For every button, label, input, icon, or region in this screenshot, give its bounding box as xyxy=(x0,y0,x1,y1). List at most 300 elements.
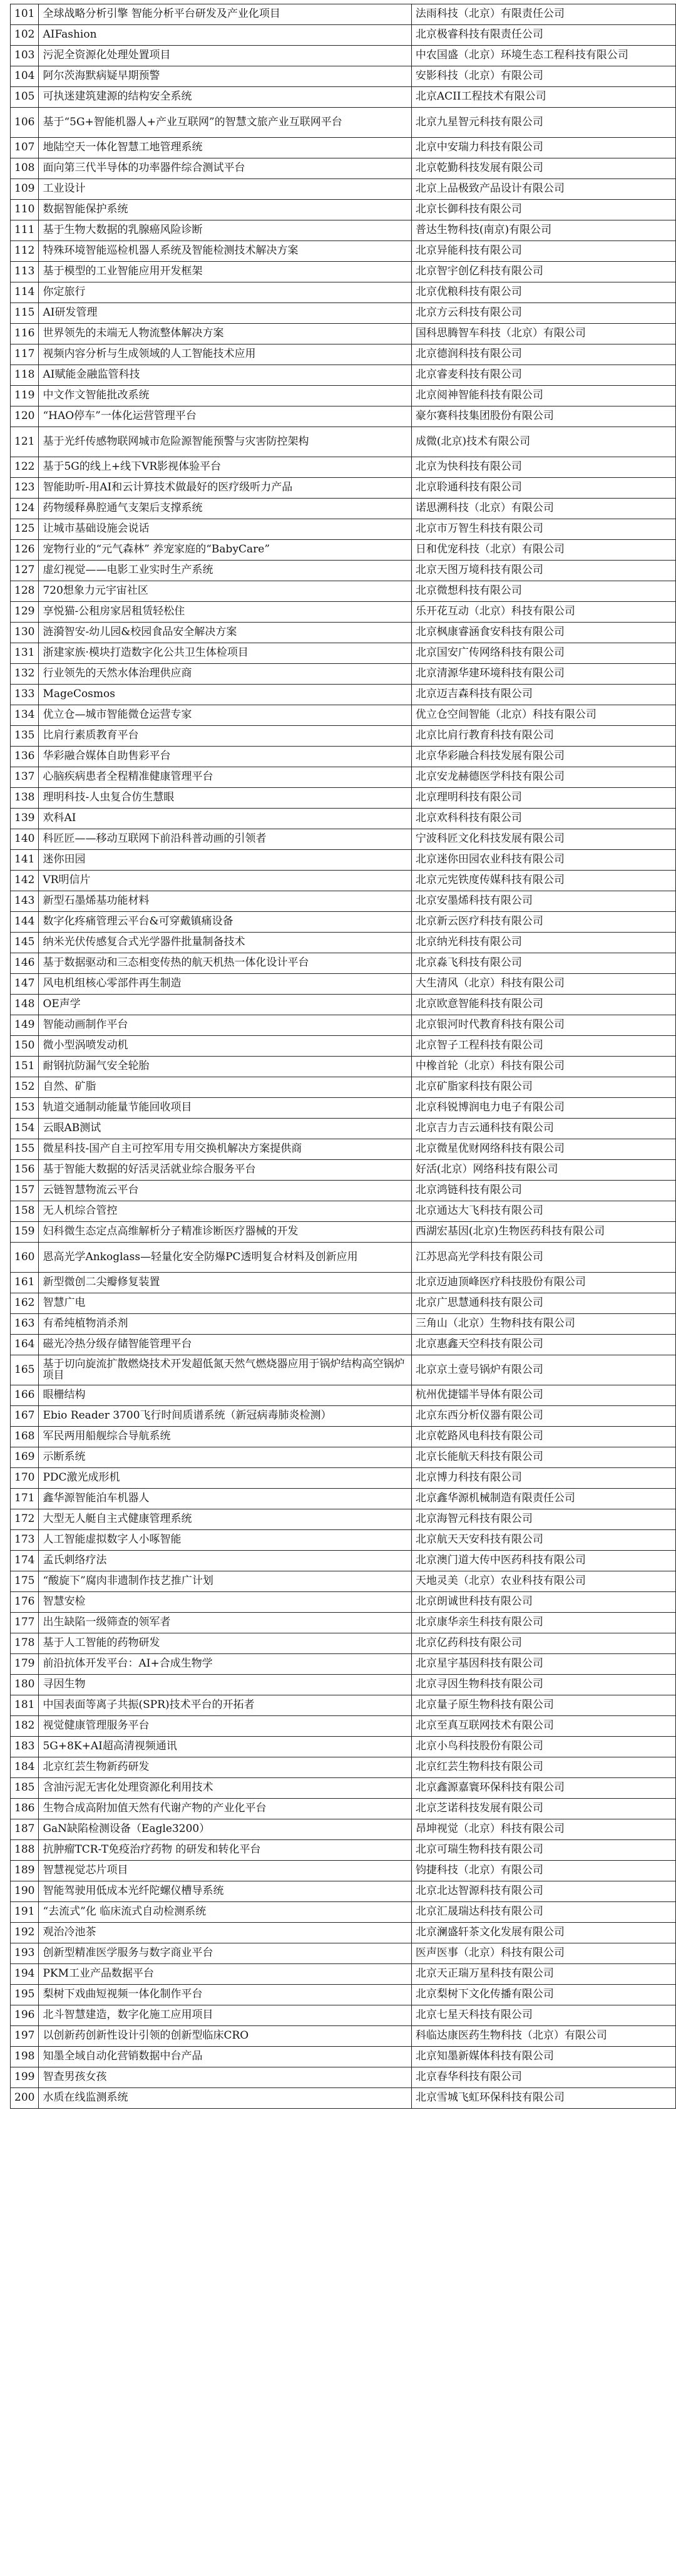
company-name: 北京智子工程科技有限公司 xyxy=(411,1036,675,1057)
table-row xyxy=(11,2047,676,2067)
row-number: 112 xyxy=(11,241,39,262)
company-name: 西湖宏基因(北京)生物医药科技有限公司 xyxy=(411,1222,675,1243)
table-row xyxy=(11,282,676,303)
row-number: 101 xyxy=(11,4,39,25)
company-name: 北京中安瑞力科技有限公司 xyxy=(411,138,675,158)
company-name: 北京为快科技有限公司 xyxy=(411,457,675,478)
project-name: 基于模型的工业智能应用开发框架 xyxy=(39,262,411,282)
row-number: 200 xyxy=(11,2088,39,2109)
table-row xyxy=(11,912,676,933)
project-name: 出生缺陷一级筛查的领军者 xyxy=(39,1613,411,1633)
project-name: 欢科AI xyxy=(39,809,411,829)
table-row xyxy=(11,1385,676,1406)
company-name: 北京安龙赫德医学科技有限公司 xyxy=(411,767,675,788)
table-row xyxy=(11,179,676,200)
table-row xyxy=(11,1181,676,1201)
project-name: 迷你田园 xyxy=(39,850,411,871)
project-name: 北斗智慧建造，数字化施工应用项目 xyxy=(39,2005,411,2026)
company-name: 北京亿药科技有限公司 xyxy=(411,1633,675,1654)
row-number: 136 xyxy=(11,747,39,767)
project-name: 军民两用船舰综合导航系统 xyxy=(39,1427,411,1447)
row-number: 196 xyxy=(11,2005,39,2026)
project-name: 污泥全资源化处理处置项目 xyxy=(39,46,411,66)
company-name: 江苏思高光学科技有限公司 xyxy=(411,1243,675,1273)
project-name: 抗肿瘤TCR-T免疫治疗药物 的研发和转化平台 xyxy=(39,1840,411,1861)
table-row xyxy=(11,1654,676,1675)
project-list-table xyxy=(10,4,676,2109)
project-name: 前沿抗体开发平台：AI+合成生物学 xyxy=(39,1654,411,1675)
row-number: 153 xyxy=(11,1098,39,1119)
project-name: “去流式”化 临床流式自动检测系统 xyxy=(39,1902,411,1923)
table-row xyxy=(11,788,676,809)
project-name: 眼栅结构 xyxy=(39,1385,411,1406)
company-name: 北京鑫源嘉寰环保科技有限公司 xyxy=(411,1778,675,1799)
project-name: 工业设计 xyxy=(39,179,411,200)
table-row xyxy=(11,602,676,623)
company-name: 北京量子原生物科技有限公司 xyxy=(411,1695,675,1716)
row-number: 199 xyxy=(11,2067,39,2088)
company-name: 北京极睿科技有限责任公司 xyxy=(411,25,675,46)
project-name: 药物缓释鼻腔通气支架后支撑系统 xyxy=(39,499,411,519)
company-name: 北京上品极致产品设计有限公司 xyxy=(411,179,675,200)
table-row xyxy=(11,1861,676,1881)
project-name: 纳米光伏传感复合式光学器件批量制备技术 xyxy=(39,933,411,953)
row-number: 182 xyxy=(11,1716,39,1737)
company-name: 北京乾路风电科技有限公司 xyxy=(411,1427,675,1447)
company-name: 大生清风（北京）科技有限公司 xyxy=(411,974,675,995)
project-name: 示断系统 xyxy=(39,1447,411,1468)
row-number: 193 xyxy=(11,1943,39,1964)
table-row xyxy=(11,1551,676,1571)
company-name: 成微(北京)技术有限公司 xyxy=(411,427,675,457)
row-number: 191 xyxy=(11,1902,39,1923)
project-name: 智慧广电 xyxy=(39,1293,411,1314)
row-number: 147 xyxy=(11,974,39,995)
row-number: 190 xyxy=(11,1881,39,1902)
project-name: 微星科技-国产自主可控军用专用交换机解决方案提供商 xyxy=(39,1139,411,1160)
project-name: 特殊环境智能巡检机器人系统及智能检测技术解决方案 xyxy=(39,241,411,262)
row-number: 154 xyxy=(11,1119,39,1139)
table-row xyxy=(11,1447,676,1468)
project-name: 心脑疾病患者全程精准健康管理平台 xyxy=(39,767,411,788)
table-row xyxy=(11,581,676,602)
row-number: 176 xyxy=(11,1592,39,1613)
company-name: 北京阅神智能科技有限公司 xyxy=(411,386,675,406)
project-name: 涟漪智安-幼儿园&校园食品安全解决方案 xyxy=(39,623,411,643)
row-number: 123 xyxy=(11,478,39,499)
project-name: Ebio Reader 3700飞行时间质谱系统（新冠病毒肺炎检测） xyxy=(39,1406,411,1427)
table-row xyxy=(11,1716,676,1737)
company-name: 北京迷你田园农业科技有限公司 xyxy=(411,850,675,871)
row-number: 135 xyxy=(11,726,39,747)
row-number: 186 xyxy=(11,1799,39,1819)
company-name: 昂坤视觉（北京）科技有限公司 xyxy=(411,1819,675,1840)
table-row xyxy=(11,953,676,974)
row-number: 165 xyxy=(11,1355,39,1385)
table-row xyxy=(11,747,676,767)
row-number: 108 xyxy=(11,158,39,179)
row-number: 189 xyxy=(11,1861,39,1881)
company-name: 北京迈迪顶峰医疗科技股份有限公司 xyxy=(411,1273,675,1293)
table-row xyxy=(11,623,676,643)
row-number: 121 xyxy=(11,427,39,457)
company-name: 北京寻因生物科技有限公司 xyxy=(411,1675,675,1695)
project-name: 智能驾驶用低成本光纤陀螺仪槽导系统 xyxy=(39,1881,411,1902)
row-number: 162 xyxy=(11,1293,39,1314)
table-row xyxy=(11,1902,676,1923)
company-name: 北京吉力吉云通科技有限公司 xyxy=(411,1119,675,1139)
row-number: 188 xyxy=(11,1840,39,1861)
company-name: 北京汇晟瑞达科技有限公司 xyxy=(411,1902,675,1923)
project-name: 5G+8K+AI超高清视频通讯 xyxy=(39,1737,411,1757)
company-name: 北京星宇基因科技有限公司 xyxy=(411,1654,675,1675)
table-row xyxy=(11,303,676,324)
row-number: 113 xyxy=(11,262,39,282)
row-number: 170 xyxy=(11,1468,39,1489)
table-row xyxy=(11,1273,676,1293)
company-name: 北京海智元科技有限公司 xyxy=(411,1509,675,1530)
project-name: 智慧安检 xyxy=(39,1592,411,1613)
table-row xyxy=(11,974,676,995)
table-row xyxy=(11,995,676,1015)
company-name: 北京微想科技有限公司 xyxy=(411,581,675,602)
row-number: 197 xyxy=(11,2026,39,2047)
project-name: 视频内容分析与生成领域的人工智能技术应用 xyxy=(39,344,411,365)
row-number: 177 xyxy=(11,1613,39,1633)
row-number: 106 xyxy=(11,108,39,138)
project-name: 行业领先的天然水体治理供应商 xyxy=(39,664,411,685)
table-row xyxy=(11,891,676,912)
row-number: 187 xyxy=(11,1819,39,1840)
table-row xyxy=(11,1592,676,1613)
company-name: 北京广思慧通科技有限公司 xyxy=(411,1293,675,1314)
project-name: VR明信片 xyxy=(39,871,411,891)
project-name: 智查男孩女孩 xyxy=(39,2067,411,2088)
company-name: 北京至真互联网技术有限公司 xyxy=(411,1716,675,1737)
project-name: AI赋能金融监管科技 xyxy=(39,365,411,386)
project-name: 水质在线监测系统 xyxy=(39,2088,411,2109)
table-row xyxy=(11,1036,676,1057)
company-name: 北京科锐博润电力电子有限公司 xyxy=(411,1098,675,1119)
row-number: 102 xyxy=(11,25,39,46)
project-name: 比肩行素质教育平台 xyxy=(39,726,411,747)
project-name: 基于生物大数据的乳腺癌风险诊断 xyxy=(39,220,411,241)
project-name: 可执迷建筑建源的结构安全系统 xyxy=(39,87,411,108)
table-row xyxy=(11,1406,676,1427)
company-name: 北京纳光科技有限公司 xyxy=(411,933,675,953)
row-number: 179 xyxy=(11,1654,39,1675)
row-number: 184 xyxy=(11,1757,39,1778)
company-name: 北京朗诚世科技有限公司 xyxy=(411,1592,675,1613)
row-number: 164 xyxy=(11,1335,39,1355)
company-name: 北京可瑞生物科技有限公司 xyxy=(411,1840,675,1861)
company-name: 北京东西分析仪器有限公司 xyxy=(411,1406,675,1427)
company-name: 北京比肩行教育科技有限公司 xyxy=(411,726,675,747)
company-name: 北京芝诺科技发展有限公司 xyxy=(411,1799,675,1819)
company-name: 北京枫康睿涵食安科技有限公司 xyxy=(411,623,675,643)
company-name: 北京矿脂家科技有限公司 xyxy=(411,1077,675,1098)
table-row xyxy=(11,241,676,262)
row-number: 116 xyxy=(11,324,39,344)
table-row xyxy=(11,685,676,705)
project-name: 浙建家族·模块打造数字化公共卫生体检项目 xyxy=(39,643,411,664)
company-name: 宁波科匠文化科技发展有限公司 xyxy=(411,829,675,850)
row-number: 159 xyxy=(11,1222,39,1243)
project-name: 你定旅行 xyxy=(39,282,411,303)
project-name: 基于5G的线上+线下VR影视体验平台 xyxy=(39,457,411,478)
row-number: 173 xyxy=(11,1530,39,1551)
company-name: 北京清源华建环境科技有限公司 xyxy=(411,664,675,685)
project-name: 理明科技-人虫复合仿生慧眼 xyxy=(39,788,411,809)
table-row xyxy=(11,1633,676,1654)
company-name: 北京长能航天科技有限公司 xyxy=(411,1447,675,1468)
project-name: 人工智能虚拟数字人小啄智能 xyxy=(39,1530,411,1551)
project-name: PDC激光成形机 xyxy=(39,1468,411,1489)
company-name: 中农国盛（北京）环境生态工程科技有限公司 xyxy=(411,46,675,66)
table-row xyxy=(11,1314,676,1335)
table-row xyxy=(11,499,676,519)
table-row xyxy=(11,2005,676,2026)
row-number: 175 xyxy=(11,1571,39,1592)
company-name: 杭州优捷镭半导体有限公司 xyxy=(411,1385,675,1406)
table-row xyxy=(11,540,676,561)
project-name: 基于智能大数据的好活灵活就业综合服务平台 xyxy=(39,1160,411,1181)
project-name: 地陆空天一体化智慧工地管理系统 xyxy=(39,138,411,158)
table-row xyxy=(11,1201,676,1222)
row-number: 167 xyxy=(11,1406,39,1427)
project-name: 智能动画制作平台 xyxy=(39,1015,411,1036)
row-number: 166 xyxy=(11,1385,39,1406)
project-name: 数据智能保护系统 xyxy=(39,200,411,220)
table-row xyxy=(11,850,676,871)
project-name: 耐钢抗防漏气安全轮胎 xyxy=(39,1057,411,1077)
table-row xyxy=(11,365,676,386)
row-number: 148 xyxy=(11,995,39,1015)
company-name: 北京天正瑞万星科技有限公司 xyxy=(411,1964,675,1985)
table-row xyxy=(11,1943,676,1964)
table-row xyxy=(11,1222,676,1243)
company-name: 北京北达智源科技有限公司 xyxy=(411,1881,675,1902)
project-name: 云眼AB测试 xyxy=(39,1119,411,1139)
table-row xyxy=(11,561,676,581)
row-number: 168 xyxy=(11,1427,39,1447)
table-row xyxy=(11,726,676,747)
row-number: 172 xyxy=(11,1509,39,1530)
company-name: 北京知墨新媒体科技有限公司 xyxy=(411,2047,675,2067)
company-name: 北京市万智生科技有限公司 xyxy=(411,519,675,540)
row-number: 124 xyxy=(11,499,39,519)
row-number: 194 xyxy=(11,1964,39,1985)
table-row xyxy=(11,66,676,87)
project-name: 大型无人艇自主式健康管理系统 xyxy=(39,1509,411,1530)
row-number: 155 xyxy=(11,1139,39,1160)
project-name: 云链智慧物流云平台 xyxy=(39,1181,411,1201)
project-name: 智能助听-用AI和云计算技术做最好的医疗级听力产品 xyxy=(39,478,411,499)
project-name: 面向第三代半导体的功率器件综合测试平台 xyxy=(39,158,411,179)
row-number: 110 xyxy=(11,200,39,220)
company-name: 北京异能科技有限公司 xyxy=(411,241,675,262)
company-name: 法雨科技（北京）有限责任公司 xyxy=(411,4,675,25)
row-number: 161 xyxy=(11,1273,39,1293)
row-number: 119 xyxy=(11,386,39,406)
row-number: 131 xyxy=(11,643,39,664)
project-name: 视觉健康管理服务平台 xyxy=(39,1716,411,1737)
project-list-body xyxy=(11,4,676,2109)
table-row xyxy=(11,767,676,788)
project-name: 华彩融合媒体自助售彩平台 xyxy=(39,747,411,767)
row-number: 152 xyxy=(11,1077,39,1098)
project-name: 优立仓—城市智能微仓运营专家 xyxy=(39,705,411,726)
project-name: 中文作文智能批改系统 xyxy=(39,386,411,406)
table-row xyxy=(11,262,676,282)
row-number: 126 xyxy=(11,540,39,561)
table-row xyxy=(11,829,676,850)
project-name: OE声学 xyxy=(39,995,411,1015)
project-name: 以创新药创新性设计引领的创新型临床CRO xyxy=(39,2026,411,2047)
table-row xyxy=(11,1119,676,1139)
table-row xyxy=(11,1675,676,1695)
row-number: 151 xyxy=(11,1057,39,1077)
row-number: 127 xyxy=(11,561,39,581)
project-name: 智慧视觉芯片项目 xyxy=(39,1861,411,1881)
row-number: 130 xyxy=(11,623,39,643)
row-number: 145 xyxy=(11,933,39,953)
company-name: 北京德润科技有限公司 xyxy=(411,344,675,365)
row-number: 192 xyxy=(11,1923,39,1943)
row-number: 157 xyxy=(11,1181,39,1201)
project-name: 新型微创二尖瓣修复装置 xyxy=(39,1273,411,1293)
company-name: 北京优粮科技有限公司 xyxy=(411,282,675,303)
project-name: 720想象力元宇宙社区 xyxy=(39,581,411,602)
company-name: 北京鑫华源机械制造有限责任公司 xyxy=(411,1489,675,1509)
table-row xyxy=(11,1077,676,1098)
project-name: 创新型精准医学服务与数字商业平台 xyxy=(39,1943,411,1964)
company-name: 北京银河时代教育科技有限公司 xyxy=(411,1015,675,1036)
row-number: 181 xyxy=(11,1695,39,1716)
company-name: 北京淼飞科技有限公司 xyxy=(411,953,675,974)
row-number: 138 xyxy=(11,788,39,809)
row-number: 103 xyxy=(11,46,39,66)
project-name: 宠物行业的“元气森林” 养宠家庭的“BabyCare” xyxy=(39,540,411,561)
row-number: 115 xyxy=(11,303,39,324)
company-name: 北京鸿链科技有限公司 xyxy=(411,1181,675,1201)
project-name: 基于切向旋流扩散燃烧技术开发超低氮天然气燃烧器应用于锅炉结构高空锅炉项目 xyxy=(39,1355,411,1385)
row-number: 133 xyxy=(11,685,39,705)
row-number: 150 xyxy=(11,1036,39,1057)
row-number: 128 xyxy=(11,581,39,602)
table-row xyxy=(11,871,676,891)
table-row xyxy=(11,138,676,158)
table-row xyxy=(11,1799,676,1819)
project-name: 无人机综合管控 xyxy=(39,1201,411,1222)
company-name: 北京梨树下文化传播有限公司 xyxy=(411,1985,675,2005)
company-name: 钧捷科技（北京）有限公司 xyxy=(411,1861,675,1881)
project-name: GaN缺陷检测设备（Eagle3200） xyxy=(39,1819,411,1840)
company-name: 日和优宠科技（北京）有限公司 xyxy=(411,540,675,561)
table-row xyxy=(11,2067,676,2088)
company-name: 普达生物科技(南京)有限公司 xyxy=(411,220,675,241)
project-name: 生物合成高附加值天然有代谢产物的产业化平台 xyxy=(39,1799,411,1819)
project-name: 磁光冷热分级存储智能管理平台 xyxy=(39,1335,411,1355)
project-name: 让城市基础设施会说话 xyxy=(39,519,411,540)
row-number: 169 xyxy=(11,1447,39,1468)
company-name: 北京惠鑫天空科技有限公司 xyxy=(411,1335,675,1355)
row-number: 185 xyxy=(11,1778,39,1799)
company-name: 北京方云科技有限公司 xyxy=(411,303,675,324)
company-name: 北京乾勤科技发展有限公司 xyxy=(411,158,675,179)
project-name: 寻因生物 xyxy=(39,1675,411,1695)
table-row xyxy=(11,705,676,726)
table-row xyxy=(11,108,676,138)
table-row xyxy=(11,519,676,540)
company-name: 中橡首轮（北京）科技有限公司 xyxy=(411,1057,675,1077)
project-name: “酸旋下”腐肉非遗制作技艺推广计划 xyxy=(39,1571,411,1592)
row-number: 125 xyxy=(11,519,39,540)
row-number: 143 xyxy=(11,891,39,912)
row-number: 107 xyxy=(11,138,39,158)
company-name: 北京红芸生物科技有限公司 xyxy=(411,1757,675,1778)
row-number: 156 xyxy=(11,1160,39,1181)
row-number: 122 xyxy=(11,457,39,478)
table-row xyxy=(11,324,676,344)
company-name: 北京新云医疗科技有限公司 xyxy=(411,912,675,933)
table-row xyxy=(11,1778,676,1799)
company-name: 北京欧意智能科技有限公司 xyxy=(411,995,675,1015)
row-number: 146 xyxy=(11,953,39,974)
table-row xyxy=(11,1098,676,1119)
project-name: 自然、矿脂 xyxy=(39,1077,411,1098)
company-name: 北京长御科技有限公司 xyxy=(411,200,675,220)
company-name: 北京康华亲生科技有限公司 xyxy=(411,1613,675,1633)
project-name: 中国表面等离子共振(SPR)技术平台的开拓者 xyxy=(39,1695,411,1716)
row-number: 105 xyxy=(11,87,39,108)
table-row xyxy=(11,1737,676,1757)
row-number: 144 xyxy=(11,912,39,933)
row-number: 198 xyxy=(11,2047,39,2067)
table-row xyxy=(11,664,676,685)
company-name: 医声医事（北京）科技有限公司 xyxy=(411,1943,675,1964)
table-row xyxy=(11,1985,676,2005)
row-number: 137 xyxy=(11,767,39,788)
company-name: 北京智宇创亿科技有限公司 xyxy=(411,262,675,282)
table-row xyxy=(11,1468,676,1489)
company-name: 北京天图万境科技有限公司 xyxy=(411,561,675,581)
table-row xyxy=(11,457,676,478)
table-row xyxy=(11,4,676,25)
row-number: 183 xyxy=(11,1737,39,1757)
project-name: 世界领先的未端无人物流整体解决方案 xyxy=(39,324,411,344)
table-row xyxy=(11,1819,676,1840)
row-number: 134 xyxy=(11,705,39,726)
company-name: 北京春华科技有限公司 xyxy=(411,2067,675,2088)
table-row xyxy=(11,478,676,499)
company-name: 北京小鸟科技股份有限公司 xyxy=(411,1737,675,1757)
company-name: 北京安墨烯科技有限公司 xyxy=(411,891,675,912)
row-number: 163 xyxy=(11,1314,39,1335)
row-number: 114 xyxy=(11,282,39,303)
project-name: 孟氏刺络疗法 xyxy=(39,1551,411,1571)
company-name: 北京京土壹号锅炉有限公司 xyxy=(411,1355,675,1385)
table-row xyxy=(11,933,676,953)
row-number: 104 xyxy=(11,66,39,87)
row-number: 118 xyxy=(11,365,39,386)
row-number: 158 xyxy=(11,1201,39,1222)
table-row xyxy=(11,809,676,829)
project-name: 数字化疼痛管理云平台&可穿戴镇痛设备 xyxy=(39,912,411,933)
table-row xyxy=(11,1840,676,1861)
table-row xyxy=(11,1923,676,1943)
row-number: 132 xyxy=(11,664,39,685)
